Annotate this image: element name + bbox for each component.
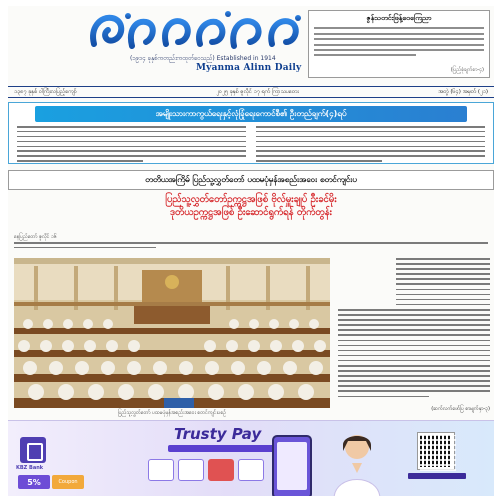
parliament-photo	[14, 258, 330, 408]
ad-chip	[148, 459, 174, 481]
ad-coupon-badge: Coupon	[52, 475, 84, 489]
ad-discount-badge: 5%	[18, 475, 50, 489]
ad-model-image	[326, 427, 388, 496]
date-bar	[8, 86, 494, 98]
date-center: ၂၀၂၅ ခုနှစ် ဇူလိုင် ၁၇ ရက် ကြာသပတေး	[216, 89, 299, 95]
text-line	[314, 44, 484, 46]
photo-caption: ပြည်သူ့လွှတ်တော် ပထမပုံမှန်အစည်းအဝေး စတင်ကျင်းပစဉ်	[117, 410, 227, 416]
ad-chip	[208, 459, 234, 481]
lead-column-right	[256, 126, 485, 165]
sub-headline-line-2: ဒုတိယဥက္ကဋ္ဌအဖြစ် ဦးဆောင်ရွက်ရန် တိုက်တွန်း	[170, 206, 332, 218]
masthead-logo	[84, 8, 306, 54]
text-line	[314, 27, 484, 29]
lead-paragraph	[14, 242, 488, 252]
advertisement-banner[interactable]	[8, 420, 494, 496]
byline: နေပြည်တော် ဇူလိုင် ၁၆	[14, 234, 57, 240]
article-column-right	[338, 258, 490, 416]
ad-chip	[178, 459, 204, 481]
date-right: အတွဲ (၆၄) အမှတ် (၂၁)	[438, 89, 488, 95]
ad-subtitle-bar	[168, 445, 288, 452]
lead-box	[8, 102, 494, 164]
text-line	[314, 49, 484, 51]
qr-code-icon	[418, 433, 454, 469]
notice-foot: (ပြည့်စုံချက်စာ-၄)	[450, 67, 484, 73]
date-left: ၁၃၈၇ ခုနှစ် ဝါကြီးလပြည့်ကျော်	[14, 89, 77, 95]
masthead	[8, 6, 494, 82]
text-line	[314, 33, 484, 35]
ad-offer-chips	[148, 459, 264, 481]
continued-note: (ဆက်လက်ဖော်ပြ စာမျက်နှာ-၃)	[431, 406, 490, 412]
lead-column-left	[17, 126, 246, 165]
phone-icon	[272, 435, 312, 496]
qr-caption-bar	[408, 473, 466, 479]
bank-logo-icon	[20, 437, 46, 463]
newspaper-page	[8, 6, 494, 496]
ad-chip	[238, 459, 264, 481]
notice-title: ဇွန်သတင်းဖြန့်ဝေကြေညာ	[366, 14, 432, 22]
text-line	[314, 38, 484, 40]
text-line	[314, 54, 416, 56]
ad-brand-title: Trusty Pay	[174, 425, 262, 443]
masthead-tagline: (၁၉၁၄ ခုနှစ်ကတည်းကထုတ်ဝေသည်) Established in 1914	[130, 55, 276, 62]
sub-headline	[8, 194, 494, 219]
lead-headline: အမျိုးသားကာကွယ်ရေးနှင့်လုံခြုံရေးကောင်စီ၏ ဦးတည်ချက်(၄)ရပ်	[35, 106, 467, 122]
main-headline: တတိယအကြိမ် ပြည်သူ့လွှတ်တော် ပထမပုံမှန်အစည်းအဝေး စတင်ကျင်းပ	[8, 170, 494, 190]
notice-box	[308, 10, 490, 78]
lead-columns	[9, 122, 493, 169]
ad-bank-name: KBZ Bank	[16, 465, 44, 471]
masthead-english-title: Myanma Alinn Daily	[196, 63, 302, 73]
sub-headline-line-1: ပြည်သူ့လွှတ်တော်ဥက္ကဋ္ဌအဖြစ် ဗိုလ်မှူးချုပ် ဦးခင်မိုး	[165, 194, 337, 205]
